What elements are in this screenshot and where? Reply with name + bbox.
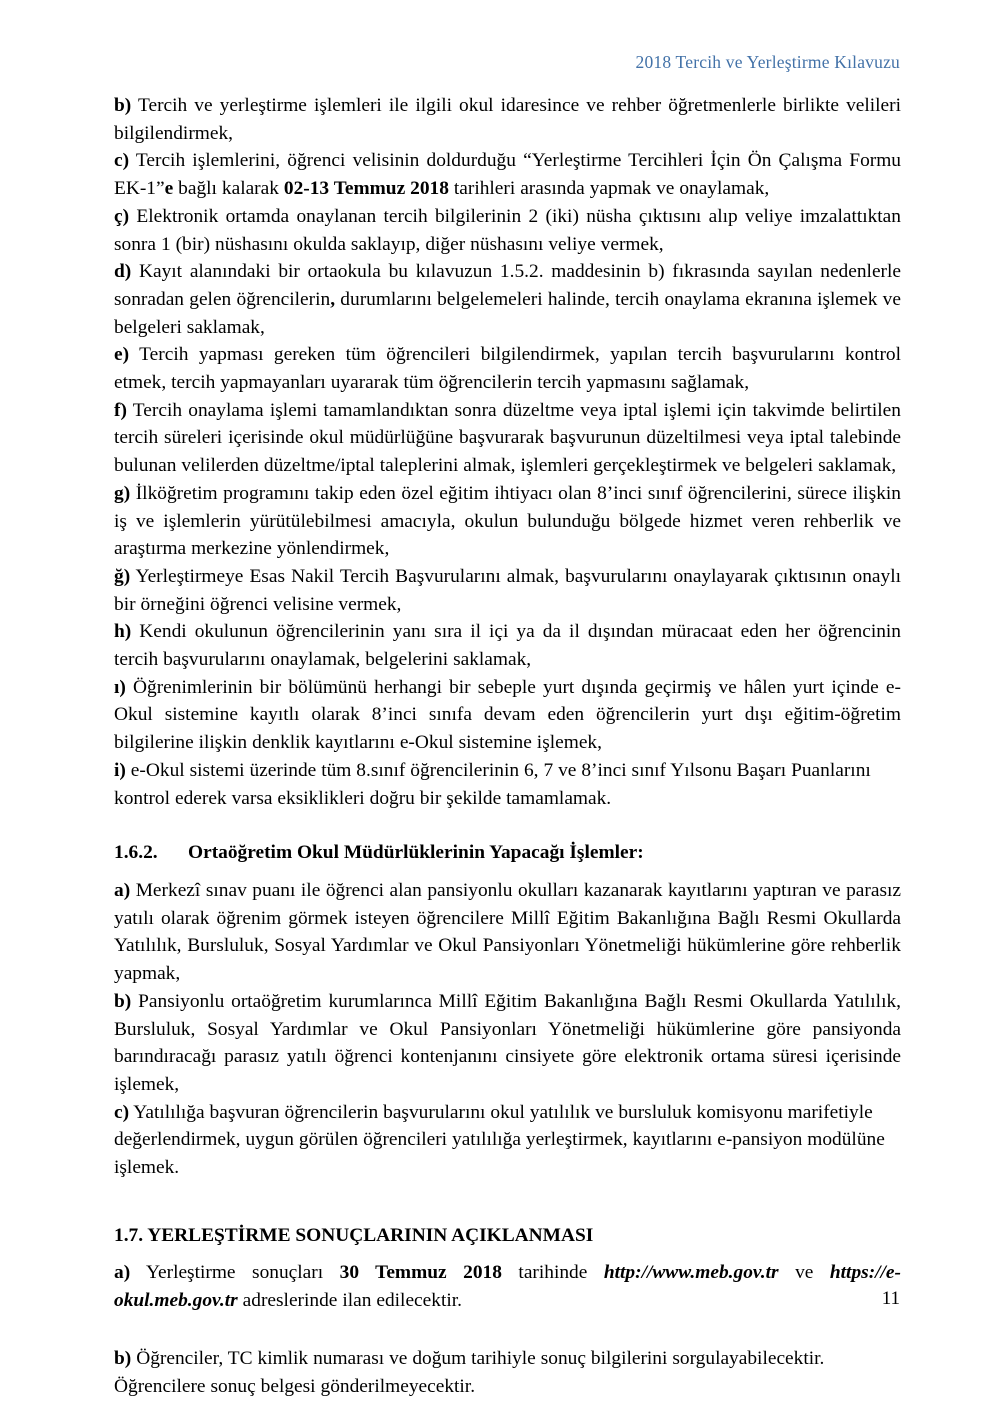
- paragraph-17-item-a-date: 30 Temmuz 2018: [339, 1262, 502, 1284]
- paragraph-item-c-text-1: Tercih işlemlerini, öğrenci velisinin doldurduğu “Yerleştirme Tercihleri İçin Ön Çalışma Formu EK-1”: [114, 150, 901, 200]
- paragraph-item-b-text: Tercih ve yerleştirme işlemleri ile ilgili okul idaresince ve rehber öğretmenlerle birlikte velileri bilgilendirmek,: [114, 95, 901, 144]
- paragraph-item-c-cedilla: [114, 203, 901, 258]
- paragraph-item-i: [114, 757, 901, 812]
- running-header: [114, 52, 900, 73]
- list-marker-f: f): [114, 399, 127, 421]
- list-marker-17-a: a): [114, 1262, 131, 1284]
- spacer-before-heading-17: [114, 1182, 901, 1222]
- paragraph-item-d-text-1: Kayıt alanındaki bir ortaokula bu kılavuzun 1.5.2. maddesinin b) fıkrasında sayılan nedenlerle sonradan gelen öğrencilerin: [114, 261, 901, 310]
- list-marker-c: c): [114, 150, 130, 172]
- paragraph-item-c: [114, 147, 901, 202]
- paragraph-item-d-text-2: durumlarını belgelemeleri halinde, tercih onaylama ekranına işlemek ve belgeleri saklamak,: [114, 288, 901, 338]
- list-marker-d: d): [114, 261, 132, 283]
- list-marker-dotless-i: ı): [114, 676, 126, 698]
- paragraph-item-d: [114, 258, 901, 341]
- list-marker-162-b: b): [114, 990, 132, 1012]
- spacer-after-heading-17: [114, 1249, 901, 1259]
- paragraph-17-item-a-text-3: ve: [778, 1262, 830, 1284]
- paragraph-item-c-bold-1: e: [164, 178, 174, 200]
- paragraph-item-e: [114, 341, 901, 396]
- paragraph-17-item-a-text-2: tarihinde: [501, 1262, 604, 1284]
- paragraph-item-g: [114, 480, 901, 563]
- paragraph-item-c-date: 02-13 Temmuz 2018: [283, 178, 449, 200]
- heading-section-1-7: 1.7. YERLEŞTİRME SONUÇLARININ AÇIKLANMASI: [114, 1224, 594, 1246]
- list-marker-h: h): [114, 621, 132, 643]
- list-marker-162-a: a): [114, 879, 131, 901]
- list-marker-17-b: b): [114, 1347, 132, 1369]
- paragraph-item-c-cedilla-text: Elektronik ortamda onaylanan tercih bilgilerinin 2 (iki) nüsha çıktısını alıp veliye imzalattıktan sonra 1 (bir) nüshasını okulda saklayıp, diğer nüshasını veliye vermek,: [114, 205, 901, 255]
- heading-section-1-6-2-number: 1.6.2.: [114, 842, 158, 864]
- spacer-after-heading-162: [114, 867, 901, 877]
- link-meb-gov-tr[interactable]: http://www.meb.gov.tr: [603, 1262, 779, 1284]
- paragraph-17-item-b-text: Öğrenciler, TC kimlik numarası ve doğum tarihiyle sonuç bilgilerini sorgulayabilecektir. Öğrencilere sonuç belgesi gönderilmeyecektir.: [114, 1347, 825, 1397]
- page-content: [114, 92, 901, 1400]
- link-e-okul-meb-gov-tr[interactable]: https://e-okul.meb.gov.tr: [114, 1262, 901, 1312]
- spacer-before-heading-162: [114, 812, 901, 839]
- list-marker-g-breve: ğ): [114, 565, 131, 587]
- paragraph-item-f: [114, 397, 901, 480]
- paragraph-item-g-breve: [114, 563, 901, 618]
- list-marker-i: i): [114, 759, 126, 781]
- heading-section-1-6-2: [114, 839, 901, 867]
- heading-section-1-6-2-title: Ortaöğretim Okul Müdürlüklerinin Yapacağı İşlemler:: [188, 842, 644, 864]
- running-header-title: 2018 Tercih ve Yerleştirme Kılavuzu: [635, 52, 900, 72]
- paragraph-162-item-c-text: Yatılılığa başvuran öğrencilerin başvurularını okul yatılılık ve bursluluk komisyonu marifetiyle değerlendirmek, uygun görülen öğrencileri yatılılığa yerleştirmek, kayıtlarını e-pansiyon modülüne işlemek.: [114, 1101, 885, 1179]
- paragraph-17-item-b: [114, 1345, 901, 1400]
- paragraph-item-h-text: Kendi okulunun öğrencilerinin yanı sıra il içi ya da il dışından müracaat eden her öğrencinin tercih başvurularını onaylamak, belgelerini saklamak,: [114, 621, 901, 671]
- paragraph-item-b: [114, 92, 901, 147]
- paragraph-item-h: [114, 618, 901, 673]
- spacer-between-17-items: [114, 1315, 901, 1345]
- paragraph-item-g-text: İlköğretim programını takip eden özel eğitim ihtiyacı olan 8’inci sınıf öğrencilerini, sürece ilişkin iş ve işlemlerin yürütülebilmesi amacıyla, okulun bulunduğu bölgede hizmet veren rehberlik ve araştırma merkezine yönlendirmek,: [114, 482, 901, 560]
- paragraph-17-item-a-text-4: adreslerinde ilan edilecektir.: [237, 1290, 462, 1312]
- list-marker-b: b): [114, 95, 132, 116]
- paragraph-162-item-b: [114, 988, 901, 1099]
- page-number: 11: [881, 1288, 900, 1309]
- paragraph-item-c-text-3: tarihleri arasında yapmak ve onaylamak,: [448, 178, 770, 200]
- list-marker-g: g): [114, 482, 131, 504]
- paragraph-item-c-text-2: bağlı kalarak: [173, 178, 284, 200]
- paragraph-162-item-a-text: Merkezî sınav puanı ile öğrenci alan pansiyonlu okulları kazanarak kayıtlarını yaptıran ve parasız yatılı olarak öğrenim görmek isteyen öğrencilere Millî Eğitim Bakanlığına Bağlı Resmi Okullarda Yatılılık, Bursluluk, Sosyal Yardımlar ve Okul Pansiyonları Yönetmeliği hükümlerine göre rehberlik yapmak,: [114, 879, 901, 985]
- paragraph-162-item-a: [114, 877, 901, 988]
- paragraph-item-d-bold-comma: ,: [330, 288, 336, 310]
- paragraph-item-g-breve-text: Yerleştirmeye Esas Nakil Tercih Başvurularını almak, başvurularını onaylayarak çıktısının onaylı bir örneğini öğrenci velisine vermek,: [114, 565, 901, 615]
- paragraph-item-e-text: Tercih yapması gereken tüm öğrencileri bilgilendirmek, yapılan tercih başvurularını kontrol etmek, tercih yapmayanları uyararak tüm öğrencilerin tercih yapmasını sağlamak,: [114, 344, 901, 394]
- paragraph-item-dotless-i-text: Öğrenimlerinin bir bölümünü herhangi bir sebeple yurt dışında geçirmiş ve hâlen yurt içinde e-Okul sistemine kayıtlı olarak 8’inci sınıfa devam eden öğrencilerin yurt dışı eğitim-öğretim bilgilerine ilişkin denklik kayıtlarını e-Okul sistemine işlemek,: [114, 676, 901, 754]
- list-marker-c-cedilla: ç): [114, 205, 130, 227]
- list-marker-162-c: c): [114, 1101, 130, 1123]
- paragraph-item-i-text: e-Okul sistemi üzerinde tüm 8.sınıf öğrencilerinin 6, 7 ve 8’inci sınıf Yılsonu Başarı Puanlarını kontrol ederek varsa eksiklikleri doğru bir şekilde tamamlamak.: [114, 759, 871, 809]
- paragraph-162-item-c: [114, 1099, 901, 1182]
- paragraph-162-item-b-text: Pansiyonlu ortaöğretim kurumlarınca Millî Eğitim Bakanlığına Bağlı Resmi Okullarda Yatılılık, Bursluluk, Sosyal Yardımlar ve Okul Pansiyonları Yönetmeliği hükümlerine göre pansiyonda barındıracağı parasız yatılı öğrenci kontenjanını cinsiyete göre elektronik ortama süresi içerisinde işlemek,: [114, 990, 901, 1095]
- paragraph-item-f-text: Tercih onaylama işlemi tamamlandıktan sonra düzeltme veya iptal işlemi için takvimde belirtilen tercih süreleri içerisinde okul müdürlüğüne başvurarak başvurunun düzeltilmesi veya iptal talebinde bulunan velilerden düzeltme/iptal taleplerini almak, işlemleri gerçekleştirmek ve belgeleri saklamak,: [114, 399, 901, 477]
- paragraph-17-item-a-text-1: Yerleştirme sonuçları: [130, 1262, 340, 1284]
- paragraph-item-dotless-i: [114, 674, 901, 757]
- list-marker-e: e): [114, 344, 130, 366]
